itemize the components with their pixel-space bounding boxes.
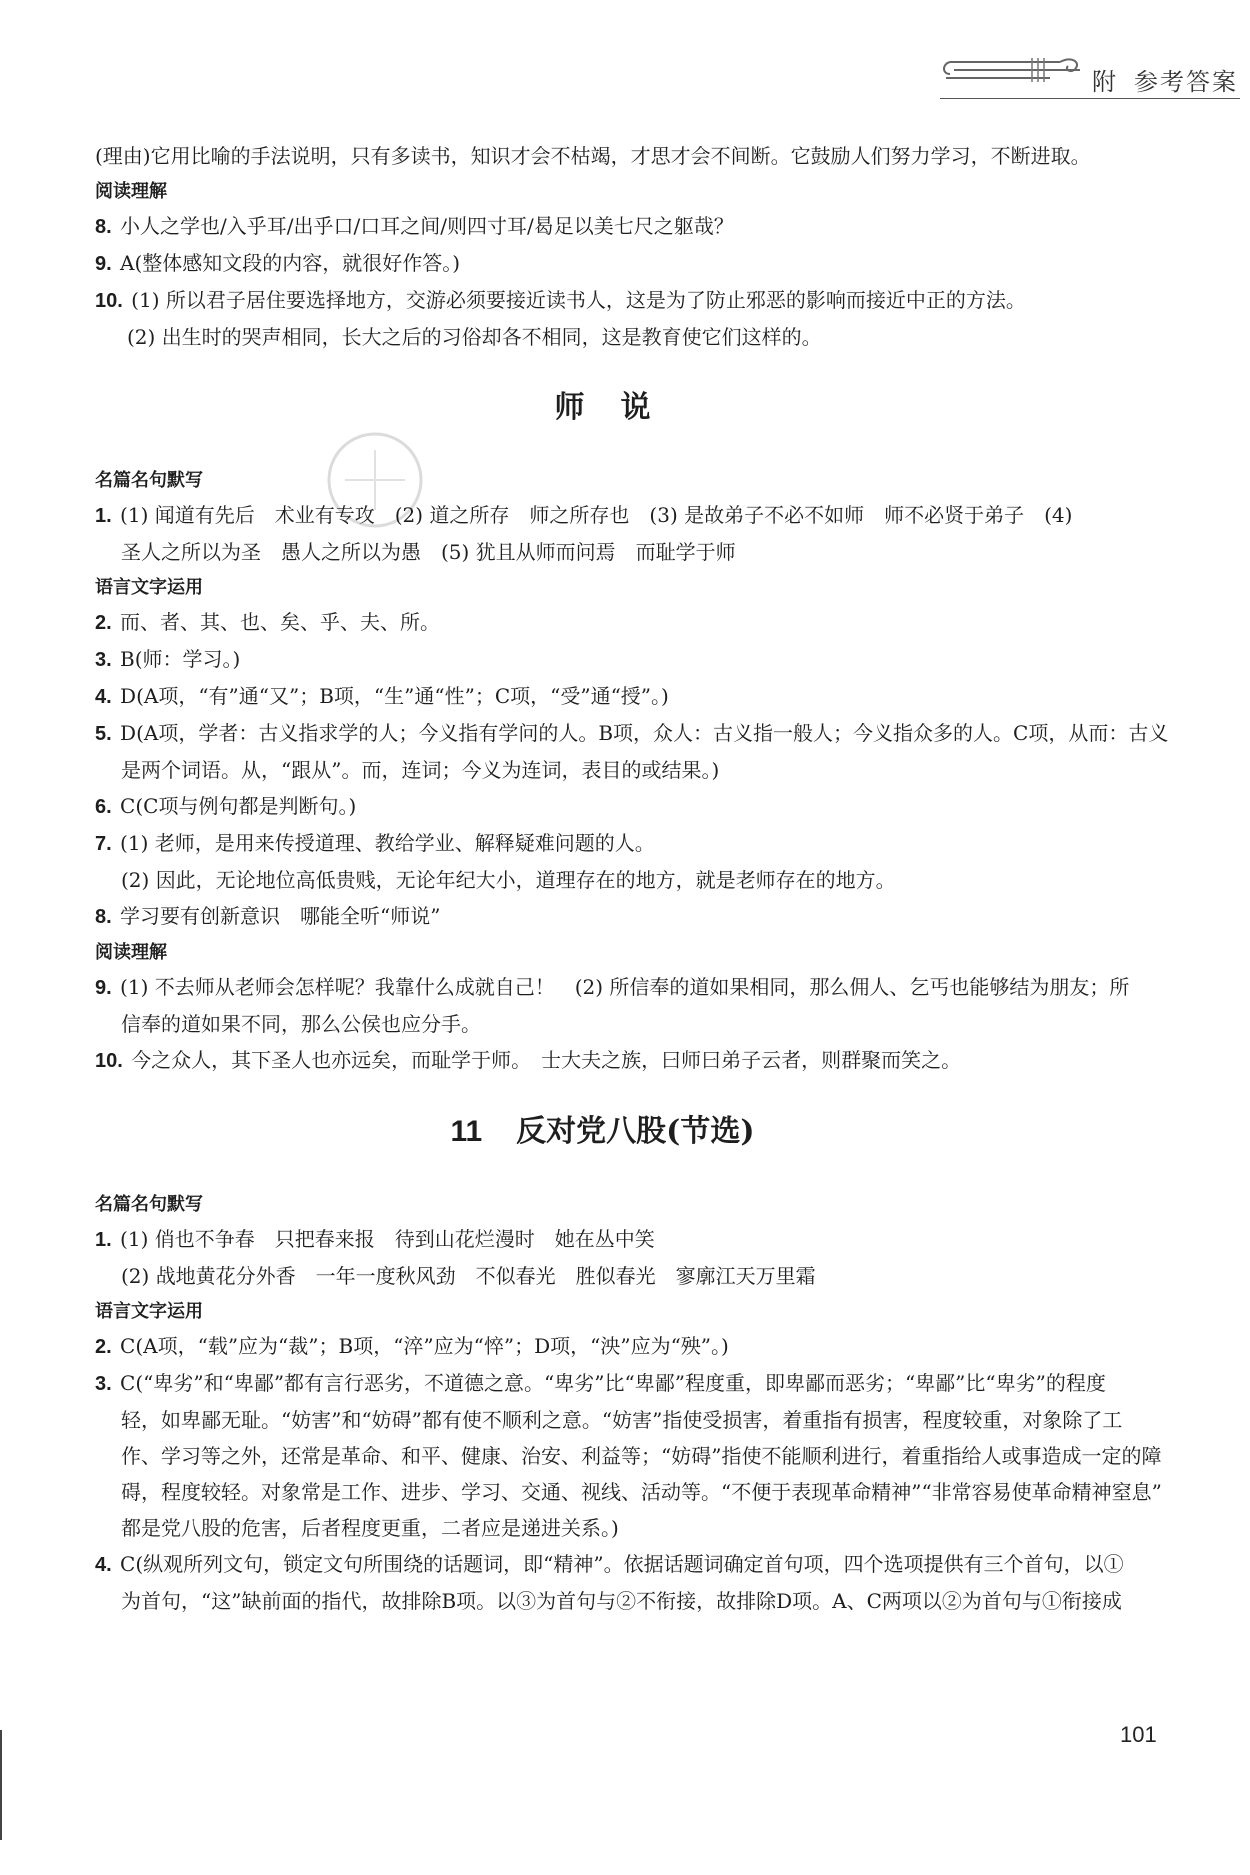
answer-subitem: (2) 战地黄花分外香 一年一度秋风劲 不似春光 胜似春光 寥廓江天万里霜 [121,1264,816,1288]
answer-item [95,678,1110,715]
header-rule [940,98,1240,99]
answer-item [95,788,1110,825]
item-number: 8. [95,906,112,928]
answer-continuation: 圣人之所以为圣 愚人之所以为愚 (5) 犹且从师而问焉 而耻学于师 [121,540,736,564]
item-text: 学习要有创新意识 哪能全听“师说” [120,904,441,928]
margin-line [0,1730,2,1840]
answer-item [95,1042,1110,1079]
item-number: 2. [95,612,112,634]
section-label-language: 语言文字运用 [95,1301,203,1321]
section-label-reading: 阅读理解 [95,181,167,201]
answer-continuation: 作、学习等之外，还常是革命、和平、健康、治安、利益等；“妨碍”指使不能顺利进行，着重指给人或事造成一定的障 [121,1444,1162,1468]
header-text: 参考答案 [1134,68,1238,96]
item-text: (1) 俏也不争春 只把春来报 待到山花烂漫时 她在丛中笑 [120,1227,655,1251]
section-title-shishuo: 师说 [554,390,687,425]
item-number: 4. [95,1554,112,1576]
header-prefix: 附 [1092,68,1118,96]
answer-item [95,1365,1110,1402]
decorative-scroll-icon [940,48,1090,88]
section-title-lesson-11 [95,1107,1110,1157]
answer-continuation: 是两个词语。从，“跟从”。而，连词；今义为连词，表目的或结果。) [121,758,720,782]
item-text: C(纵观所列文句，锁定文句所围绕的话题词，即“精神”。依据话题词确定首句项，四个选项提供有三个首句，以① [120,1552,1124,1576]
item-text: 今之众人，其下圣人也亦远矣，而耻学于师。 士大夫之族，曰师曰弟子云者，则群聚而笑之。 [131,1048,962,1072]
item-number: 3. [95,1373,112,1395]
reason-line: (理由)它用比喻的手法说明，只有多读书，知识才会不枯竭，才思才会不间断。它鼓励人们努力学习，不断进取。 [95,144,1091,168]
item-number: 2. [95,1336,112,1358]
header-label [1092,62,1238,97]
answer-item [95,208,1110,245]
item-number: 3. [95,649,112,671]
item-number: 8. [95,216,112,238]
answer-item [95,898,1110,935]
answer-continuation: 为首句，“这”缺前面的指代，故排除B项。以③为首句与②不衔接，故排除D项。A、C两项以②为首句与①衔接成 [121,1589,1122,1613]
answer-subitem: (2) 出生时的哭声相同，长大之后的习俗却各不相同，这是教育使它们这样的。 [127,325,822,349]
item-number: 10. [95,290,123,312]
item-number: 6. [95,796,112,818]
answer-item [95,497,1110,534]
item-text: (1) 不去师从老师会怎样呢？我靠什么成就自己！ (2) 所信奉的道如果相同，那么佣人、乞丐也能够结为朋友；所 [120,975,1130,999]
page-number: 101 [1120,1722,1157,1747]
answer-continuation: 信奉的道如果不同，那么公侯也应分手。 [121,1012,481,1036]
section-label-dictation: 名篇名句默写 [95,470,203,490]
item-text: (1) 闻道有先后 术业有专攻 (2) 道之所存 师之所存也 (3) 是故弟子不必不如师 师不必贤于弟子 (4) [120,503,1073,527]
item-number: 4. [95,686,112,708]
section-label-dictation: 名篇名句默写 [95,1194,203,1214]
item-number: 9. [95,977,112,999]
answer-item [95,715,1169,752]
answer-item [95,641,1110,678]
item-number: 5. [95,723,112,745]
answer-continuation: 碍，程度较轻。对象常是工作、进步、学习、交通、视线、活动等。“不便于表现革命精神”“非常容易使革命精神窒息” [121,1480,1162,1504]
answer-content [95,138,1169,1619]
answer-item [95,604,1110,641]
answer-item [95,1546,1124,1583]
answer-item [95,825,1110,862]
answer-subitem: (2) 因此，无论地位高低贵贱，无论年纪大小，道理存在的地方，就是老师存在的地方。 [121,868,896,892]
item-text: D(A项，学者：古义指求学的人；今义指有学问的人。B项，众人：古义指一般人；今义指众多的人。C项，从而：古义 [120,721,1169,745]
item-number: 7. [95,833,112,855]
item-text: A(整体感知文段的内容，就很好作答。) [120,251,461,275]
lesson-number: 11 [450,1115,483,1148]
item-text: 而、者、其、也、矣、乎、夫、所。 [120,610,441,634]
lesson-title: 反对党八股(节选) [516,1114,755,1149]
item-number: 10. [95,1050,123,1072]
section-label-reading: 阅读理解 [95,942,167,962]
answer-item [95,969,1130,1006]
item-text: C(C项与例句都是判断句。) [120,794,357,818]
answer-item [95,282,1110,319]
answer-continuation: 轻，如卑鄙无耻。“妨害”和“妨碍”都有使不顺利之意。“妨害”指使受损害，着重指有损害，程度较重，对象除了工 [121,1408,1123,1432]
item-text: (1) 所以君子居住要选择地方，交游必须要接近读书人，这是为了防止邪恶的影响而接近中正的方法。 [131,288,1026,312]
item-number: 9. [95,253,112,275]
item-text: (1) 老师，是用来传授道理、教给学业、解释疑难问题的人。 [120,831,655,855]
answer-item [95,1221,1110,1258]
section-label-language: 语言文字运用 [95,577,203,597]
page-header [940,40,1240,100]
item-text: B(师：学习。) [120,647,241,671]
item-text: D(A项，“有”通“又”；B项，“生”通“性”；C项，“受”通“授”。) [120,684,669,708]
item-text: C(“卑劣”和“卑鄙”都有言行恶劣，不道德之意。“卑劣”比“卑鄙”程度重，即卑鄙而恶劣；“卑鄙”比“卑劣”的程度 [120,1371,1106,1395]
answer-item [95,1328,1110,1365]
item-number: 1. [95,1229,112,1251]
answer-continuation: 都是党八股的危害，后者程度更重，二者应是递进关系。) [121,1516,619,1540]
item-number: 1. [95,505,112,527]
answer-item [95,245,1110,282]
item-text: 小人之学也/入乎耳/出乎口/口耳之间/则四寸耳/曷足以美七尺之躯哉？ [120,214,734,238]
item-text: C(A项，“载”应为“裁”；B项，“淬”应为“悴”；D项，“泱”应为“殃”。) [120,1334,729,1358]
